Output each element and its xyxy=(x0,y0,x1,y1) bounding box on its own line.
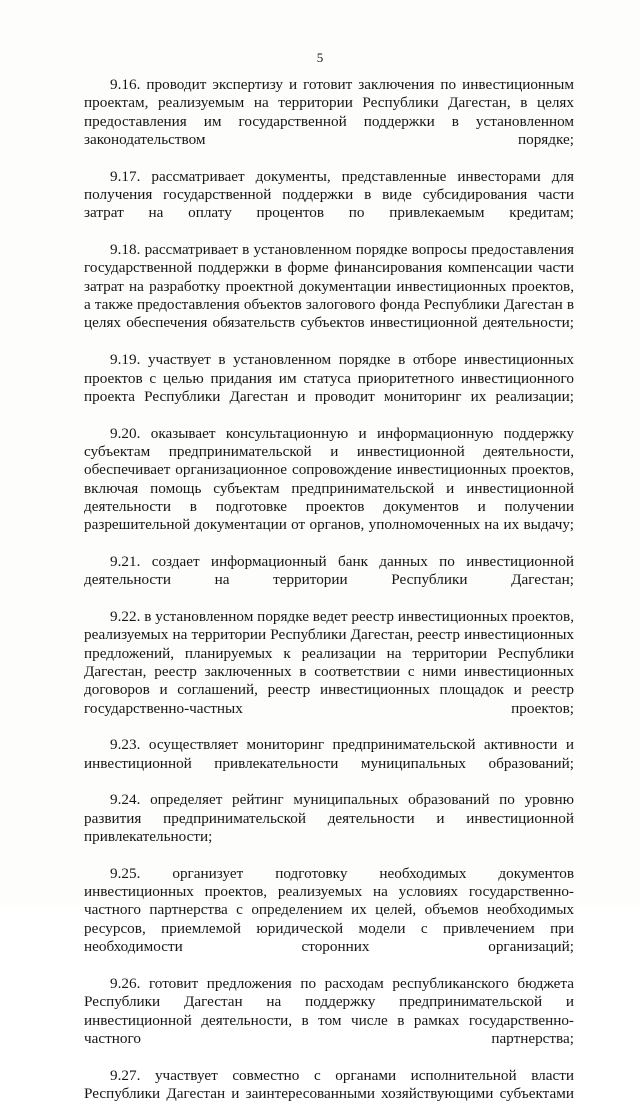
paragraph-9-18: 9.18. рассматривает в установленном порядке вопросы предоставления государственной поддержки в форме финансирования компенсации части затрат на разработку проектной документации инвестиционных проектов, а также предоставления объектов залогового фонда Республики Дагестан в целях обеспечения обязательств субъектов инвестиционной деятельности; xyxy=(84,241,574,332)
paragraph-9-27: 9.27. участвует совместно с органами исполнительной власти Республики Дагестан и заинтересованными хозяйствующими субъектами xyxy=(84,1066,574,1102)
paragraph-9-26: 9.26. готовит предложения по расходам республиканского бюджета Республики Дагестан на поддержку предпринимательской и инвестиционной деятельности, в том числе в рамках государственно-частного партнерства; xyxy=(84,974,574,1047)
document-body xyxy=(84,76,574,1103)
paragraph-9-21: 9.21. создает информационный банк данных по инвестиционной деятельности на территории Республики Дагестан; xyxy=(84,552,574,589)
paragraph-9-24: 9.24. определяет рейтинг муниципальных образований по уровню развития предпринимательской деятельности и инвестиционной привлекательности; xyxy=(84,791,574,846)
paragraph-9-19: 9.19. участвует в установленном порядке в отборе инвестиционных проектов с целью придания им статуса приоритетного инвестиционного проекта Республики Дагестан и проводит мониторинг их реализации; xyxy=(84,351,574,405)
paragraph-9-22: 9.22. в установленном порядке ведет реестр инвестиционных проектов, реализуемых на территории Республики Дагестан, реестр инвестиционных предложений, планируемых к реализации на территории Республики Дагестан, реестр заключенных в соответствии с ними инвестиционных договоров и соглашений, реестр инвестиционных площадок и реестр государственно-частных проектов; xyxy=(84,607,574,717)
paragraph-9-17: 9.17. рассматривает документы, представленные инвесторами для получения государственной поддержки в виде субсидирования части затрат на оплату процентов по привлекаемым кредитам; xyxy=(84,167,574,222)
page-number: 5 xyxy=(316,50,324,65)
paragraph-9-16: 9.16. проводит экспертизу и готовит заключения по инвестиционным проектам, реализуемым на территории Республики Дагестан, в целях предоставления им государственной поддержки в установленном законодательством порядке; xyxy=(84,76,574,149)
paragraph-9-23: 9.23. осуществляет мониторинг предпринимательской активности и инвестиционной привлекательности муниципальных образований; xyxy=(84,736,574,772)
paragraph-9-20: 9.20. оказывает консультационную и информационную поддержку субъектам предпринимательской и инвестиционной деятельности, обеспечивает организационное сопровождение инвестиционных проектов, включая помощь субъектам предпринимательской и инвестиционной деятельности в подготовке проектов документов и получении разрешительной документации от органов, уполномоченных на их выдачу; xyxy=(84,424,574,534)
paragraph-9-25: 9.25. организует подготовку необходимых документов инвестиционных проектов, реализуемых на условиях государственно-частного партнерства с определением их целей, объемов необходимых ресурсов, приемлемой юридической модели с привлечением при необходимости сторонних организаций; xyxy=(84,864,574,956)
